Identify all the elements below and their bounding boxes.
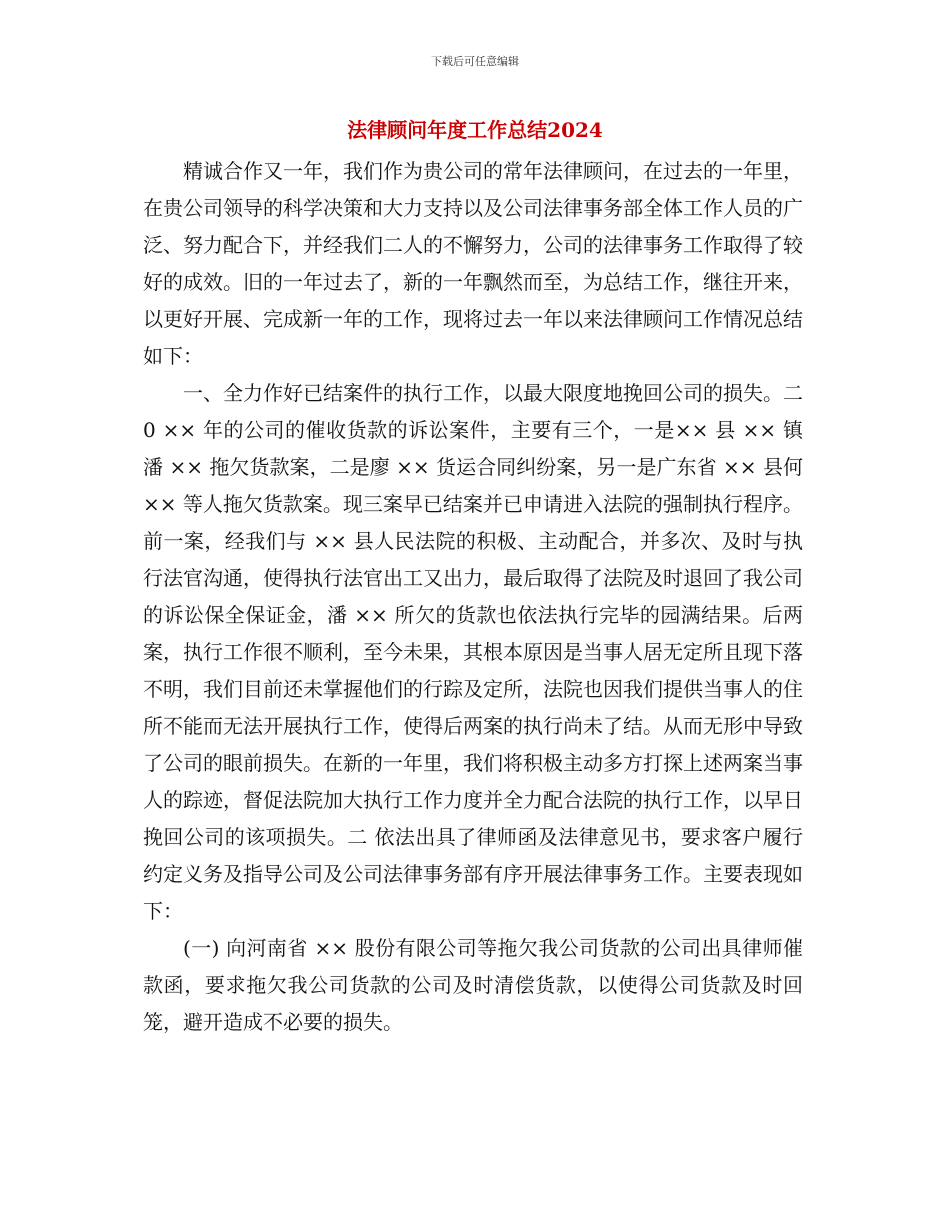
document-title: 法律顾问年度工作总结2024: [347, 118, 603, 142]
document-body: [143, 153, 803, 1041]
paragraph-item-one: (一) 向河南省 ×× 股份有限公司等拖欠我公司货款的公司出具律师催款函，要求拖欠我公司货款的公司及时清偿货款，以使得公司货款及时回笼，避开造成不必要的损失。: [143, 936, 803, 1034]
paragraph-intro: 精诚合作又一年，我们作为贵公司的常年法律顾问，在过去的一年里，在贵公司领导的科学决策和大力支持以及公司法律事务部全体工作人员的广泛、努力配合下，并经我们二人的不懈努力，公司的法律事务工作取得了较好的成效。旧的一年过去了，新的一年飘然而至，为总结工作，继往开来，以更好开展、完成新一年的工作，现将过去一年以来法律顾问工作情况总结如下：: [143, 159, 803, 368]
paragraph-section-one: 一、全力作好已结案件的执行工作，以最大限度地挽回公司的损失。二 0 ×× 年的公司的催收货款的诉讼案件，主要有三个，一是×× 县 ×× 镇潘 ×× 拖欠货款案，二是廖 ×× 货运合同纠纷案，另一是广东省 ×× 县何 ×× 等人拖欠货款案。现三案早已结案并已申请进入法院的强制执行程序。前一案，经我们与 ×× 县人民法院的积极、主动配合，并多次、及时与执行法官沟通，使得执行法官出工又出力，最后取得了法院及时退回了我公司的诉讼保全保证金，潘 ×× 所欠的货款也依法执行完毕的园满结果。后两案，执行工作很不顺利，至今未果，其根本原因是当事人居无定所且现下落不明，我们目前还未掌握他们的行踪及定所，法院也因我们提供当事人的住所不能而无法开展执行工作，使得后两案的执行尚未了结。从而无形中导致了公司的眼前损失。在新的一年里，我们将积极主动多方打探上述两案当事人的踪迹，督促法院加大执行工作力度并全力配合法院的执行工作，以早日挽回公司的该项损失。二 依法出具了律师函及法律意见书，要求客户履行约定义务及指导公司及公司法律事务部有序开展法律事务工作。主要表现如下：: [143, 381, 803, 923]
header-note: 下载后可任意编辑: [431, 55, 519, 68]
